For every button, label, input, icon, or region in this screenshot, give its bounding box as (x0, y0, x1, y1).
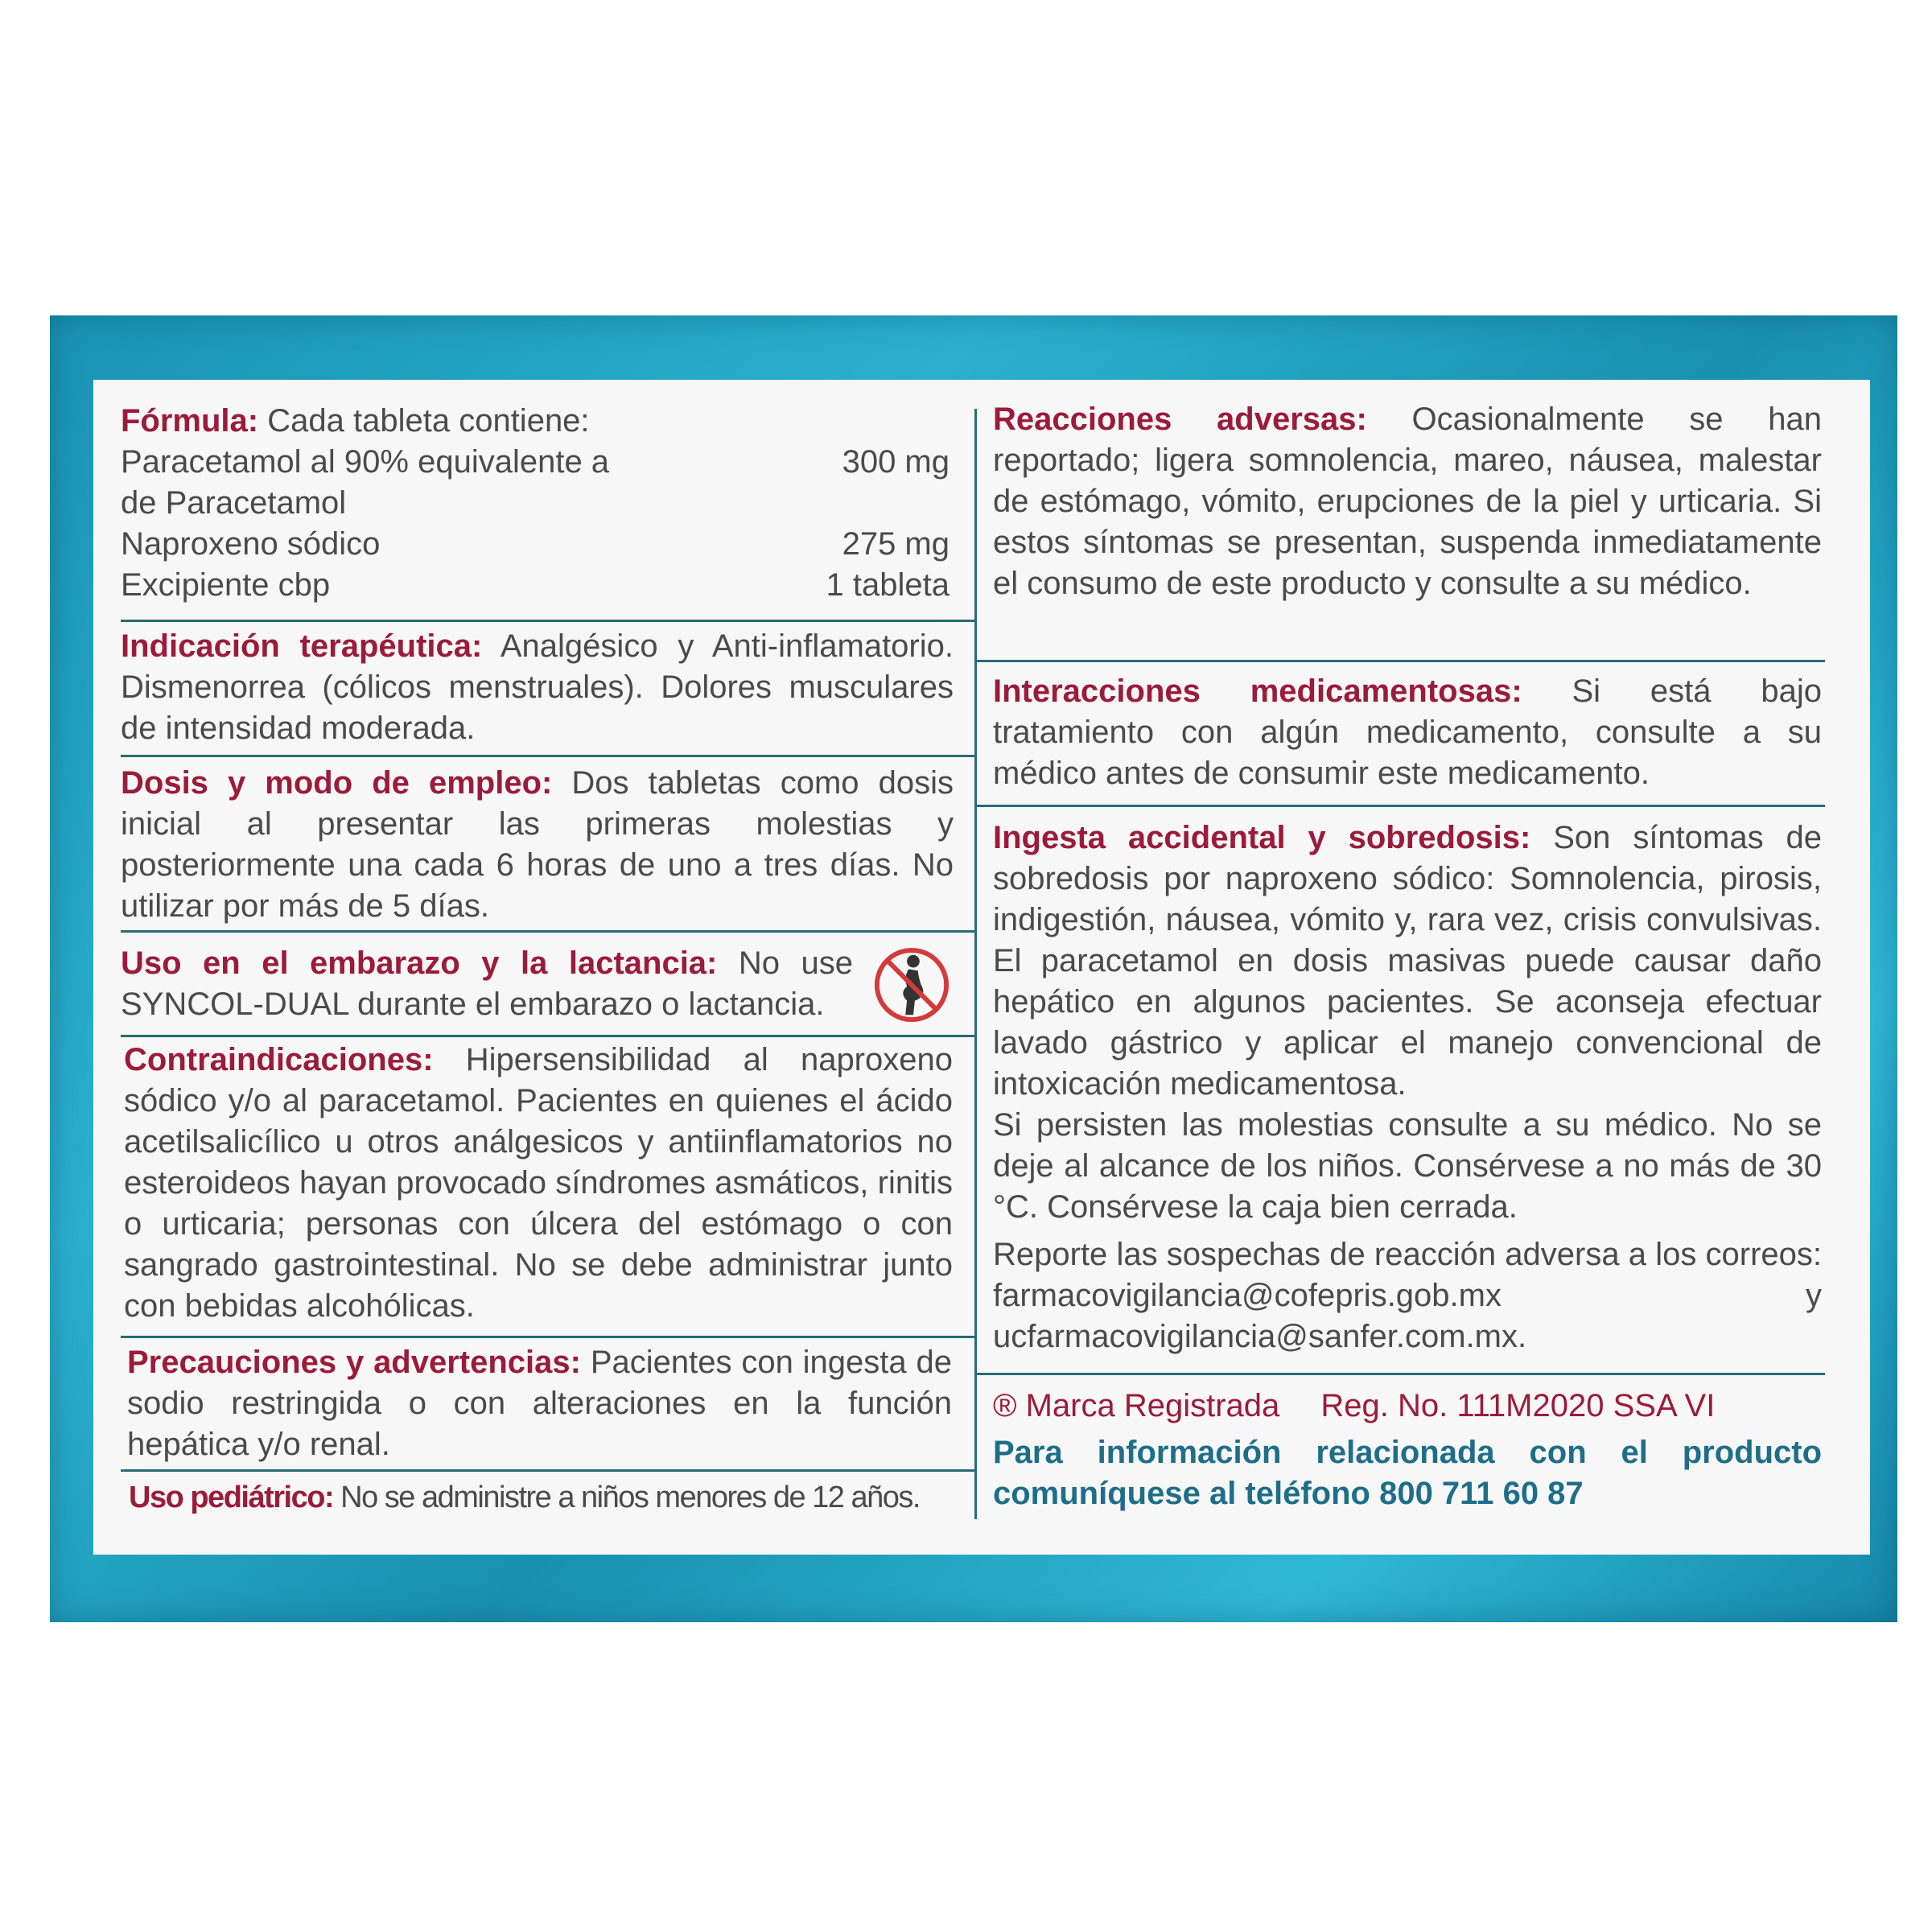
registration-line (993, 1386, 1822, 1427)
formula-row (121, 565, 950, 606)
storage-text: Si persisten las molestias consulte a su médico. No se deje al alcance de los niños. Consérvese a no más de 30 °C. Consérvese la caja bien cerrada. (993, 1107, 1822, 1225)
section-rule (977, 660, 1825, 662)
pediatrico-section (129, 1477, 970, 1518)
interacciones-heading: Interacciones medicamentosas: (993, 674, 1522, 709)
section-rule (121, 1336, 975, 1338)
formula-label: Paracetamol al 90% equivalente a (121, 444, 610, 480)
formula-value: 275 mg (842, 526, 950, 562)
registration-number: Reg. No. 111M2020 SSA VI (1320, 1388, 1716, 1423)
contraindicaciones-heading: Contraindicaciones: (124, 1042, 434, 1077)
formula-intro: Cada tableta contiene: (267, 403, 590, 439)
section-rule (121, 755, 975, 757)
column-divider (974, 409, 977, 1519)
formula-section (121, 401, 950, 606)
section-rule (121, 620, 975, 622)
formula-heading: Fórmula: (121, 403, 259, 439)
no-pregnancy-icon (872, 945, 951, 1024)
interacciones-text: Si está bajo tratamiento con algún medicamento, consulte a su médico antes de consumir este medicamento. (993, 674, 1822, 791)
ingesta-heading: Ingesta accidental y sobredosis: (993, 820, 1531, 855)
precauciones-heading: Precauciones y advertencias: (127, 1345, 581, 1380)
trademark-text: ® Marca Registrada (993, 1388, 1280, 1423)
formula-row (121, 442, 950, 483)
indicacion-heading: Indicación terapéutica: (121, 628, 483, 664)
formula-label: Naproxeno sódico (121, 526, 381, 562)
interacciones-section (993, 671, 1822, 794)
report-text: Reporte las sospechas de reacción adversa a los correos: farmacovigilancia@cofepris.gob.mx y ucfarmacovigilancia@sanfer.com.mx. (993, 1237, 1822, 1354)
indicacion-text: Analgésico y Anti-inflamatorio. Dismenorrea (cólicos menstruales). Dolores musculares de intensidad moderada. (121, 628, 954, 746)
dosis-heading: Dosis y modo de empleo: (121, 765, 553, 801)
formula-label: Excipiente cbp (121, 567, 331, 603)
section-rule (977, 805, 1825, 807)
embarazo-text: No use SYNCOL-DUAL durante el embarazo o lactancia. (121, 945, 853, 1022)
dosis-text: Dos tabletas como dosis inicial al presentar las primeras molestias y posteriormente una cada 6 horas de uno a tres días. No utilizar por más de 5 días. (121, 765, 954, 924)
formula-value: 300 mg (842, 444, 950, 480)
dosis-section (121, 763, 954, 927)
pediatrico-text: No se administre a niños menores de 12 años. (340, 1481, 920, 1514)
precauciones-section (127, 1342, 952, 1465)
contraindicaciones-text: Hipersensibilidad al naproxeno sódico y/o al paracetamol. Pacientes en quienes el ácido acetilsalicílico u otros análgesicos y antiinflamatorios no esteroideos hayan provocado síndromes asmáticos, rinitis o urticaria; personas con úlcera del estómago o con sangrado gastrointestinal. No se debe administrar junto con bebidas alcohólicas. (124, 1042, 953, 1324)
contact-info-text: Para información relacionada con el producto comuníquese al teléfono 800 711 60 87 (993, 1435, 1822, 1511)
indicacion-section (121, 626, 954, 749)
formula-row (121, 524, 950, 565)
formula-value: 1 tableta (826, 567, 950, 603)
contraindicaciones-section (124, 1040, 953, 1327)
embarazo-section (121, 943, 853, 1025)
section-rule (121, 1469, 975, 1472)
reacciones-section (993, 399, 1822, 604)
reacciones-text: Ocasionalmente se han reportado; ligera somnolencia, mareo, náusea, malestar de estómago, vómito, erupciones de la piel y urticaria. Si estos síntomas se presentan, suspenda inmediatamente el consumo de este producto y consulte a su médico. (993, 402, 1822, 601)
contact-info (993, 1432, 1822, 1514)
section-rule (977, 1373, 1825, 1375)
formula-label: de Paracetamol (121, 485, 347, 521)
formula-row (121, 483, 950, 524)
precauciones-text: Pacientes con ingesta de sodio restringida o con alteraciones en la función hepática y/o renal. (127, 1345, 952, 1462)
ingesta-text: Son síntomas de sobredosis por naproxeno sódico: Somnolencia, pirosis, indigestión, náusea, vómito y, rara vez, crisis convulsivas. El paracetamol en dosis masivas puede causar daño hepático en algunos pacientes. Se aconseja efectuar lavado gástrico y aplicar el manejo convencional de intoxicación medicamentosa. (993, 820, 1822, 1102)
section-rule (121, 930, 975, 933)
section-rule (121, 1035, 975, 1037)
reacciones-heading: Reacciones adversas: (993, 402, 1367, 437)
ingesta-section (993, 818, 1822, 1357)
embarazo-heading: Uso en el embarazo y la lactancia: (121, 945, 718, 981)
pediatrico-heading: Uso pediátrico: (129, 1481, 334, 1514)
